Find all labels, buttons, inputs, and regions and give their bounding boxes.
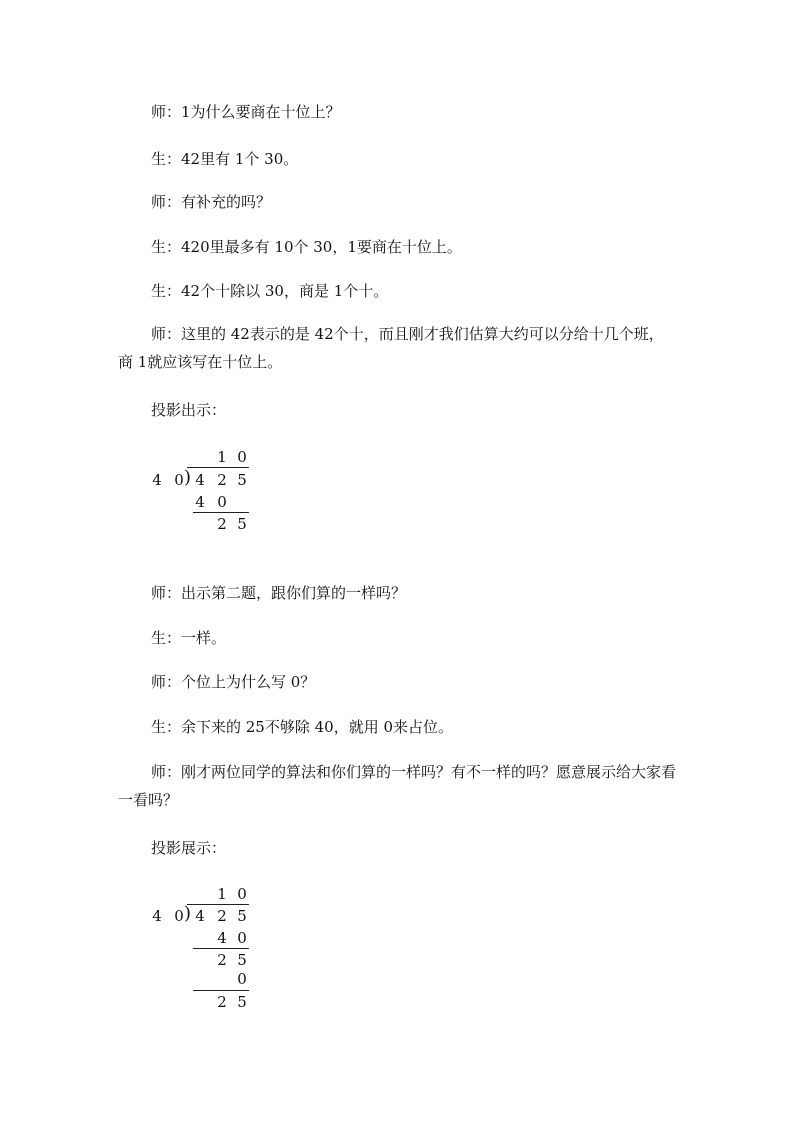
paragraph: 生：余下来的 25不够除 40，就用 0来占位。 xyxy=(151,718,454,736)
dividend-digit: 4 xyxy=(195,907,205,925)
paragraph: 生：42个十除以 30，商是 1个十。 xyxy=(151,282,389,300)
quotient-digit: 1 xyxy=(217,448,227,466)
remainder-digit: 5 xyxy=(237,951,247,969)
subtraction-line xyxy=(193,990,249,991)
division-bar xyxy=(187,467,249,468)
dividend-digit: 2 xyxy=(217,471,227,489)
divisor-digit: 0 xyxy=(174,907,184,925)
divisor-digit: 4 xyxy=(152,907,162,925)
quotient-digit: 0 xyxy=(237,448,247,466)
product-digit: 0 xyxy=(237,929,247,947)
product-digit: 4 xyxy=(217,929,227,947)
subtraction-line xyxy=(193,512,249,513)
product-digit: 4 xyxy=(195,493,205,511)
remainder-digit: 5 xyxy=(237,993,247,1011)
paragraph: 师：出示第二题，跟你们算的一样吗？ xyxy=(151,584,407,602)
quotient-digit: 0 xyxy=(237,885,247,903)
paragraph: 师：1为什么要商在十位上？ xyxy=(151,103,341,121)
dividend-digit: 5 xyxy=(237,907,247,925)
product-digit: 0 xyxy=(237,970,247,988)
dividend-digit: 2 xyxy=(217,907,227,925)
paragraph: 师：刚才两位同学的算法和你们算的一样吗？有不一样的吗？愿意展示给大家看一看吗？ xyxy=(118,763,677,809)
division-bar xyxy=(187,904,249,905)
divisor-digit: 4 xyxy=(152,471,162,489)
product-digit: 0 xyxy=(217,493,227,511)
paragraph: 生：420里最多有 10个 30，1要商在十位上。 xyxy=(151,238,462,256)
paragraph: 生：42里有 1个 30。 xyxy=(151,150,299,168)
paragraph: 投影出示： xyxy=(151,401,227,419)
remainder-digit: 2 xyxy=(217,993,227,1011)
subtraction-line xyxy=(193,948,249,949)
remainder-digit: 2 xyxy=(217,515,227,533)
divisor-digit: 0 xyxy=(174,471,184,489)
remainder-digit: 5 xyxy=(237,515,247,533)
remainder-digit: 2 xyxy=(217,951,227,969)
paragraph: 师：这里的 42表示的是 42个十，而且刚才我们估算大约可以分给十几个班，商 1就应该写在十位上。 xyxy=(118,325,664,371)
dividend-digit: 4 xyxy=(195,471,205,489)
paragraph: 师：有补充的吗？ xyxy=(151,193,272,211)
paragraph: 师：个位上为什么写 0？ xyxy=(151,673,316,691)
division-bracket: ) xyxy=(184,467,192,488)
paragraph: 生：一样。 xyxy=(151,629,227,647)
paragraph: 投影展示： xyxy=(151,839,227,857)
quotient-digit: 1 xyxy=(217,885,227,903)
dividend-digit: 5 xyxy=(237,471,247,489)
division-bracket: ) xyxy=(184,903,192,924)
